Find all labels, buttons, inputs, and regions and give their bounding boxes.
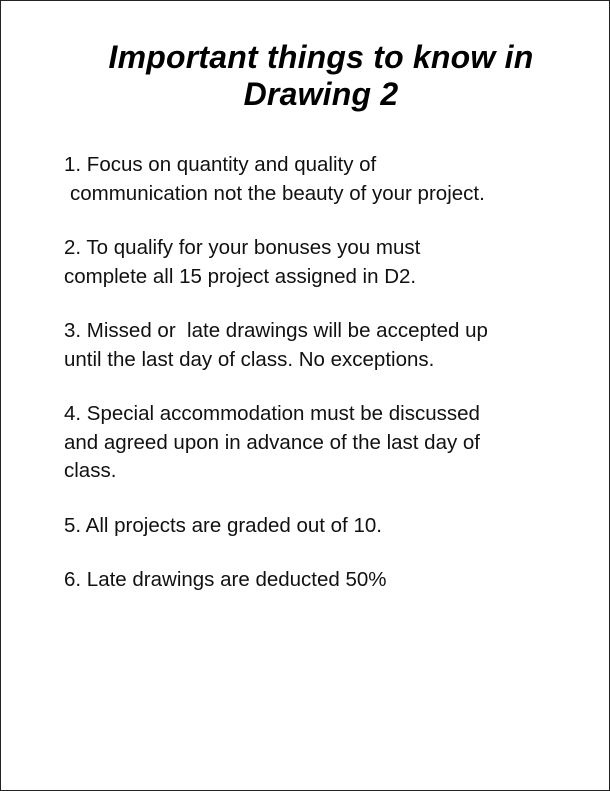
rule-2-line-1: 2. To qualify for your bonuses you must (64, 236, 421, 259)
rule-item-6 (64, 566, 584, 595)
rule-item-2 (64, 234, 584, 291)
rule-1-line-2: communication not the beauty of your project. (70, 181, 485, 205)
rule-4-line-1: 4. Special accommodation must be discussed (64, 402, 480, 425)
rule-2-line-2: complete all 15 project assigned in D2. (64, 264, 417, 288)
title-line-2: Drawing 2 (243, 76, 399, 112)
rule-3-line-1: 3. Missed or late drawings will be accepted up (64, 319, 488, 342)
rule-item-1 (64, 151, 584, 208)
rule-item-5 (64, 512, 584, 541)
rule-3-line-2: until the last day of class. No exceptions. (64, 347, 435, 371)
rule-item-3 (64, 317, 584, 374)
rule-4-line-3: class. (64, 459, 117, 482)
rule-1-line-1: 1. Focus on quantity and quality of (64, 153, 377, 176)
rule-4-line-2: and agreed upon in advance of the last day of (64, 430, 481, 454)
rule-5-line-1: 5. All projects are graded out of 10. (64, 513, 382, 537)
rule-item-4 (64, 400, 584, 486)
rule-6-line-1: 6. Late drawings are deducted 50% (64, 568, 387, 591)
page-title (41, 39, 601, 113)
rules-list (64, 151, 584, 621)
title-line-1: Important things to know in (108, 39, 534, 75)
